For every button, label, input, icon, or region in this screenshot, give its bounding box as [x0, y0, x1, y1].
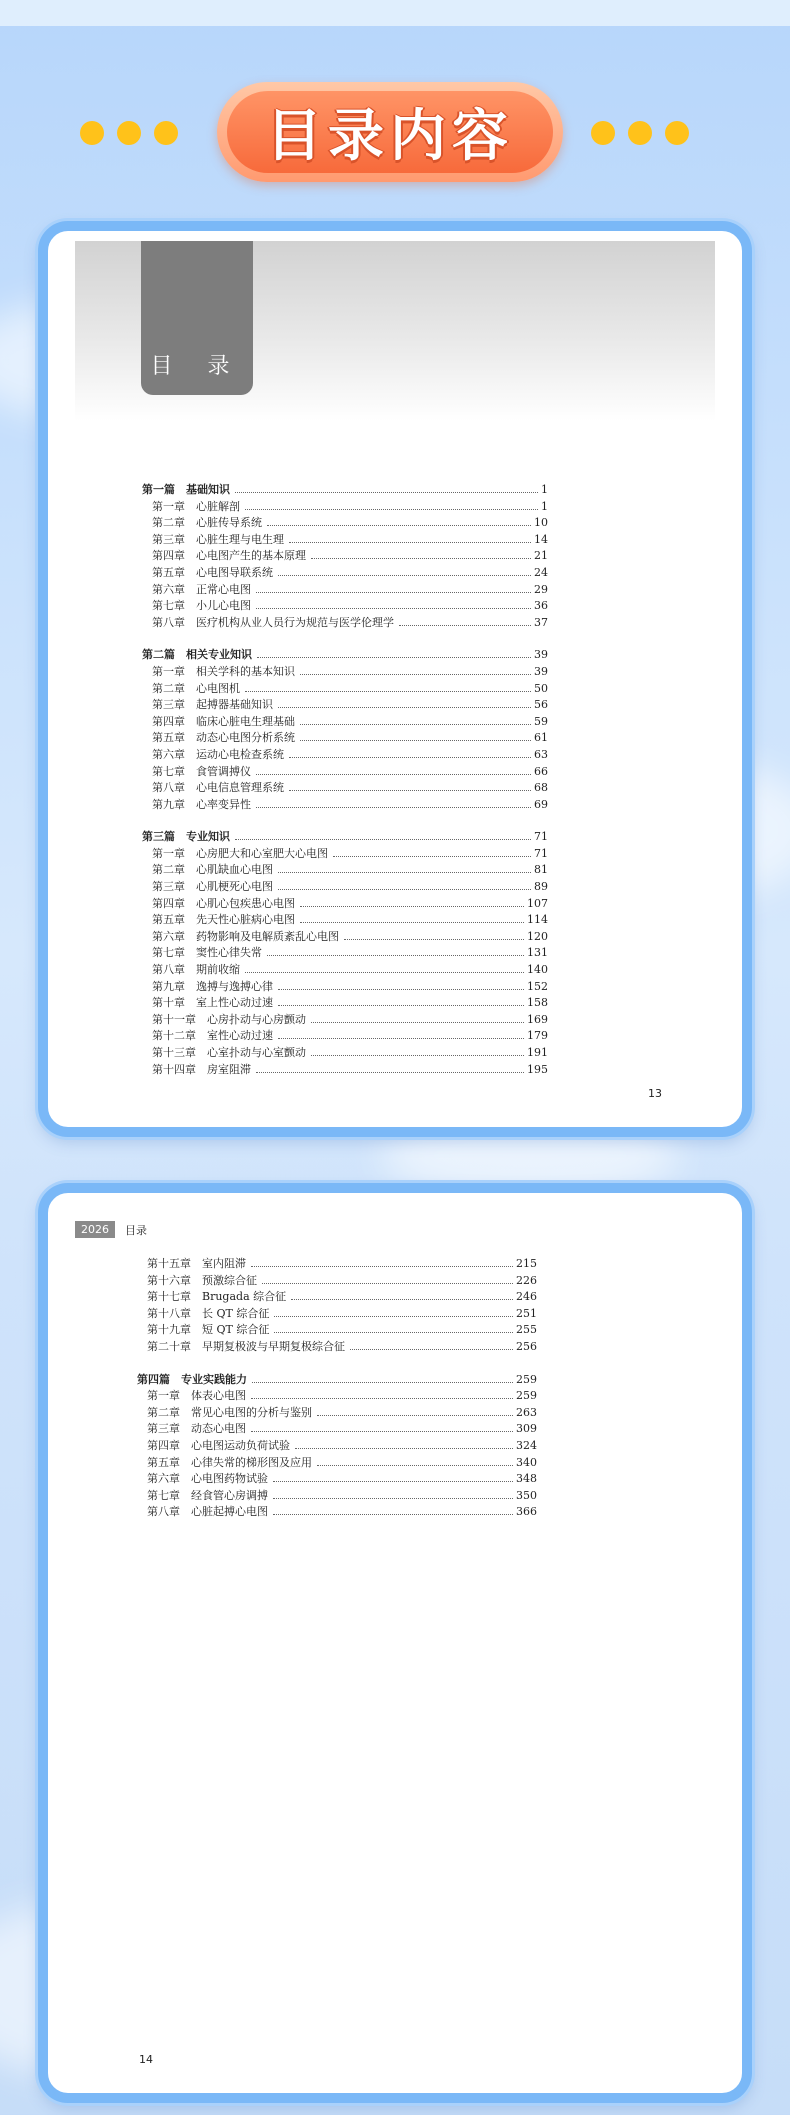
toc-chapter-row — [142, 532, 548, 549]
decor-dot — [665, 121, 689, 145]
toc-entry-page: 50 — [534, 681, 548, 695]
section-gap — [142, 813, 548, 829]
toc-chapter-row — [137, 1405, 537, 1422]
toc-entry-page: 255 — [516, 1323, 537, 1337]
dot-leader — [273, 1514, 513, 1515]
dot-leader — [278, 1005, 524, 1006]
toc-chapter-row — [142, 879, 548, 896]
toc-entry-page: 366 — [516, 1505, 537, 1519]
dot-leader — [235, 492, 538, 493]
toc-chapter-row — [142, 995, 548, 1012]
toc-entry-label: 第十章 室上性心动过速 — [152, 996, 273, 1010]
dot-leader — [256, 592, 531, 593]
toc-chapter-row — [142, 664, 548, 681]
toc-part-heading — [137, 1372, 537, 1389]
toc-entry-label: 第八章 期前收缩 — [152, 963, 240, 977]
section-gap — [142, 631, 548, 647]
toc-entry-label: 第七章 窦性心律失常 — [152, 946, 262, 960]
dot-leader — [274, 1316, 513, 1317]
toc-entry-label: 第四章 心电图产生的基本原理 — [152, 549, 306, 563]
toc-entry-page: 169 — [527, 1012, 548, 1026]
toc-entry-label: 第八章 心脏起搏心电图 — [147, 1505, 268, 1519]
toc-chapter-row — [137, 1306, 537, 1323]
toc-entry-label: 第十六章 预激综合征 — [147, 1273, 257, 1287]
toc-entry-label: 第三章 起搏器基础知识 — [152, 698, 273, 712]
dot-leader — [295, 1448, 513, 1449]
toc-entry-label: 第十一章 心房扑动与心房颤动 — [152, 1012, 306, 1026]
year-badge: 2026 — [75, 1221, 115, 1238]
toc-entry-page: 1 — [541, 483, 548, 496]
dot-leader — [273, 1498, 513, 1499]
toc-entry-page: 24 — [534, 565, 548, 579]
toc-entry-label: 第一章 心脏解剖 — [152, 499, 240, 513]
toc-chapter-row — [142, 582, 548, 599]
dot-leader — [256, 774, 531, 775]
toc-entry-label: 第四章 临床心脏电生理基础 — [152, 714, 295, 728]
dot-leader — [252, 1382, 513, 1383]
toc-entry-page: 140 — [527, 963, 548, 977]
toc-entry-label: 第一章 心房肥大和心室肥大心电图 — [152, 846, 328, 860]
toc-entry-page: 350 — [516, 1488, 537, 1502]
toc-entry-page: 36 — [534, 599, 548, 613]
toc-entry-label: 第十九章 短 QT 综合征 — [147, 1323, 270, 1337]
dot-leader — [273, 1481, 513, 1482]
decor-dot — [591, 121, 615, 145]
toc-chapter-row — [142, 962, 548, 979]
dot-leader — [333, 856, 531, 857]
toc-entry-label: 第六章 正常心电图 — [152, 582, 251, 596]
toc-chapter-row — [142, 615, 548, 632]
dot-leader — [278, 889, 531, 890]
toc-chapter-row — [142, 548, 548, 565]
dot-leader — [251, 1398, 513, 1399]
dot-leader — [245, 509, 538, 510]
decor-dot — [154, 121, 178, 145]
dot-leader — [251, 1431, 513, 1432]
dot-leader — [267, 955, 524, 956]
dot-leader — [278, 707, 531, 708]
dot-leader — [300, 906, 524, 907]
toc-entry-page: 195 — [527, 1062, 548, 1076]
dot-leader — [350, 1349, 513, 1350]
dot-leader — [311, 558, 531, 559]
toc-entry-label: 第九章 逸搏与逸搏心律 — [152, 979, 273, 993]
dot-leader — [289, 542, 531, 543]
toc-entry-label: 第一章 体表心电图 — [147, 1389, 246, 1403]
toc-list — [142, 482, 548, 1078]
toc-entry-page: 56 — [534, 698, 548, 712]
toc-chapter-row — [142, 797, 548, 814]
toc-entry-label: 第五章 先天性心脏病心电图 — [152, 913, 295, 927]
toc-title: 目 录 — [150, 354, 244, 379]
toc-entry-page: 39 — [534, 664, 548, 678]
toc-entry-page: 71 — [534, 830, 548, 844]
toc-entry-label: 第二十章 早期复极波与早期复极综合征 — [147, 1339, 345, 1353]
toc-chapter-row — [137, 1388, 537, 1405]
toc-chapter-row — [142, 912, 548, 929]
toc-entry-page: 71 — [534, 846, 548, 860]
toc-entry-page: 226 — [516, 1273, 537, 1287]
dot-leader — [278, 1038, 524, 1039]
toc-chapter-row — [142, 846, 548, 863]
decor-dot — [80, 121, 104, 145]
toc-entry-label: 第七章 经食管心房调搏 — [147, 1488, 268, 1502]
page-number: 14 — [139, 2053, 153, 2066]
toc-entry-page: 10 — [534, 516, 548, 530]
toc-entry-label: 第十四章 房室阻滞 — [152, 1062, 251, 1076]
toc-chapter-row — [142, 764, 548, 781]
toc-chapter-row — [142, 747, 548, 764]
toc-entry-page: 179 — [527, 1029, 548, 1043]
toc-page-card-2 — [38, 1183, 752, 2103]
dot-leader — [245, 972, 524, 973]
dot-leader — [256, 807, 531, 808]
toc-chapter-row — [137, 1256, 537, 1273]
toc-chapter-row — [142, 1062, 548, 1079]
toc-chapter-row — [137, 1488, 537, 1505]
toc-chapter-row — [142, 499, 548, 516]
toc-entry-label: 第十八章 长 QT 综合征 — [147, 1306, 270, 1320]
toc-entry-label: 第五章 心电图导联系统 — [152, 565, 273, 579]
toc-chapter-row — [137, 1471, 537, 1488]
toc-entry-page: 68 — [534, 781, 548, 795]
toc-entry-label: 第一篇 基础知识 — [142, 483, 230, 496]
dot-leader — [251, 1266, 513, 1267]
toc-entry-page: 215 — [516, 1257, 537, 1270]
toc-chapter-row — [142, 1028, 548, 1045]
toc-entry-label: 第二章 常见心电图的分析与鉴别 — [147, 1405, 312, 1419]
dot-leader — [278, 575, 531, 576]
toc-entry-page: 256 — [516, 1339, 537, 1353]
page-number: 13 — [648, 1087, 662, 1100]
dot-leader — [311, 1022, 524, 1023]
dot-leader — [278, 872, 531, 873]
toc-chapter-row — [137, 1289, 537, 1306]
toc-chapter-row — [142, 979, 548, 996]
toc-entry-page: 120 — [527, 929, 548, 943]
toc-entry-label: 第七章 食管调搏仪 — [152, 764, 251, 778]
page-title: 目录内容 — [266, 104, 514, 169]
toc-entry-page: 69 — [534, 797, 548, 811]
toc-entry-page: 259 — [516, 1372, 537, 1386]
toc-chapter-row — [142, 598, 548, 615]
decor-dot — [117, 121, 141, 145]
toc-entry-page: 1 — [541, 499, 548, 513]
dot-leader — [262, 1283, 513, 1284]
dot-leader — [317, 1465, 513, 1466]
toc-entry-label: 第八章 医疗机构从业人员行为规范与医学伦理学 — [152, 615, 394, 629]
dot-leader — [245, 691, 531, 692]
toc-entry-label: 第六章 运动心电检查系统 — [152, 747, 284, 761]
toc-entry-label: 第六章 药物影响及电解质紊乱心电图 — [152, 929, 339, 943]
toc-list — [137, 1256, 537, 1521]
dot-leader — [317, 1415, 513, 1416]
toc-entry-page: 131 — [527, 946, 548, 960]
toc-entry-label: 第七章 小儿心电图 — [152, 599, 251, 613]
toc-chapter-row — [142, 862, 548, 879]
toc-entry-label: 第四篇 专业实践能力 — [137, 1372, 247, 1386]
dot-leader — [344, 939, 524, 940]
toc-entry-page: 29 — [534, 582, 548, 596]
toc-part-heading — [142, 482, 548, 499]
toc-entry-page: 81 — [534, 863, 548, 877]
toc-part-heading — [142, 829, 548, 846]
toc-chapter-row — [137, 1438, 537, 1455]
toc-chapter-row — [137, 1273, 537, 1290]
toc-chapter-row — [142, 1045, 548, 1062]
toc-entry-page: 63 — [534, 747, 548, 761]
dot-leader — [256, 1072, 524, 1073]
dot-leader — [289, 790, 531, 791]
toc-entry-page: 263 — [516, 1405, 537, 1419]
toc-entry-label: 第九章 心率变异性 — [152, 797, 251, 811]
toc-tab — [141, 241, 253, 395]
toc-chapter-row — [142, 565, 548, 582]
toc-chapter-row — [142, 681, 548, 698]
toc-entry-page: 59 — [534, 714, 548, 728]
title-banner — [217, 82, 563, 182]
toc-entry-page: 259 — [516, 1389, 537, 1403]
dot-leader — [235, 839, 531, 840]
toc-chapter-row — [142, 515, 548, 532]
toc-chapter-row — [137, 1455, 537, 1472]
toc-entry-page: 309 — [516, 1422, 537, 1436]
toc-entry-page: 14 — [534, 532, 548, 546]
dot-leader — [278, 989, 524, 990]
dot-leader — [289, 757, 531, 758]
toc-entry-page: 251 — [516, 1306, 537, 1320]
dot-leader — [267, 525, 531, 526]
dot-leader — [274, 1332, 513, 1333]
toc-entry-label: 第八章 心电信息管理系统 — [152, 781, 284, 795]
toc-chapter-row — [142, 1012, 548, 1029]
toc-entry-page: 158 — [527, 996, 548, 1010]
top-band — [0, 0, 790, 26]
toc-entry-label: 第三篇 专业知识 — [142, 830, 230, 844]
toc-entry-page: 61 — [534, 731, 548, 745]
toc-chapter-row — [142, 929, 548, 946]
decor-dot — [628, 121, 652, 145]
toc-page-card-1 — [38, 221, 752, 1137]
dot-leader — [300, 674, 531, 675]
section-gap — [137, 1356, 537, 1372]
running-header — [75, 1221, 147, 1238]
toc-chapter-row — [142, 730, 548, 747]
toc-chapter-row — [142, 945, 548, 962]
dot-leader — [257, 657, 531, 658]
running-title: 目录 — [125, 1223, 147, 1237]
toc-entry-label: 第十三章 心室扑动与心室颤动 — [152, 1046, 306, 1059]
toc-chapter-row — [142, 714, 548, 731]
toc-entry-page: 39 — [534, 648, 548, 662]
toc-entry-label: 第二篇 相关专业知识 — [142, 648, 252, 662]
dot-leader — [300, 724, 531, 725]
toc-entry-page: 89 — [534, 880, 548, 894]
toc-entry-page: 348 — [516, 1472, 537, 1486]
toc-entry-label: 第十五章 室内阻滞 — [147, 1257, 246, 1270]
toc-chapter-row — [137, 1322, 537, 1339]
toc-entry-label: 第二章 心脏传导系统 — [152, 516, 262, 530]
toc-part-heading — [142, 647, 548, 664]
toc-entry-label: 第三章 心肌梗死心电图 — [152, 880, 273, 894]
toc-entry-page: 107 — [527, 896, 548, 910]
toc-entry-label: 第二章 心电图机 — [152, 681, 240, 695]
toc-chapter-row — [142, 697, 548, 714]
toc-chapter-row — [142, 780, 548, 797]
toc-entry-page: 246 — [516, 1290, 537, 1304]
dot-leader — [256, 608, 531, 609]
toc-chapter-row — [137, 1421, 537, 1438]
toc-entry-label: 第五章 心律失常的梯形图及应用 — [147, 1455, 312, 1469]
toc-chapter-row — [137, 1504, 537, 1521]
toc-entry-label: 第一章 相关学科的基本知识 — [152, 664, 295, 678]
dot-leader — [300, 922, 524, 923]
toc-entry-page: 37 — [534, 615, 548, 629]
toc-entry-label: 第四章 心电图运动负荷试验 — [147, 1438, 290, 1452]
dot-leader — [311, 1055, 524, 1056]
dot-leader — [291, 1299, 513, 1300]
toc-entry-page: 114 — [527, 913, 548, 927]
dot-leader — [300, 740, 531, 741]
toc-entry-page: 191 — [527, 1046, 548, 1059]
toc-entry-label: 第二章 心肌缺血心电图 — [152, 863, 273, 877]
toc-entry-label: 第五章 动态心电图分析系统 — [152, 731, 295, 745]
toc-entry-page: 340 — [516, 1455, 537, 1469]
toc-entry-label: 第六章 心电图药物试验 — [147, 1472, 268, 1486]
toc-entry-label: 第四章 心肌心包疾患心电图 — [152, 896, 295, 910]
toc-chapter-row — [142, 896, 548, 913]
toc-entry-page: 152 — [527, 979, 548, 993]
toc-entry-page: 324 — [516, 1438, 537, 1452]
toc-chapter-row — [137, 1339, 537, 1356]
toc-entry-label: 第十二章 室性心动过速 — [152, 1029, 273, 1043]
toc-entry-label: 第十七章 Brugada 综合征 — [147, 1290, 287, 1304]
dot-leader — [399, 625, 531, 626]
toc-entry-label: 第三章 动态心电图 — [147, 1422, 246, 1436]
toc-entry-page: 66 — [534, 764, 548, 778]
toc-entry-page: 21 — [534, 549, 548, 563]
toc-entry-label: 第三章 心脏生理与电生理 — [152, 532, 284, 546]
